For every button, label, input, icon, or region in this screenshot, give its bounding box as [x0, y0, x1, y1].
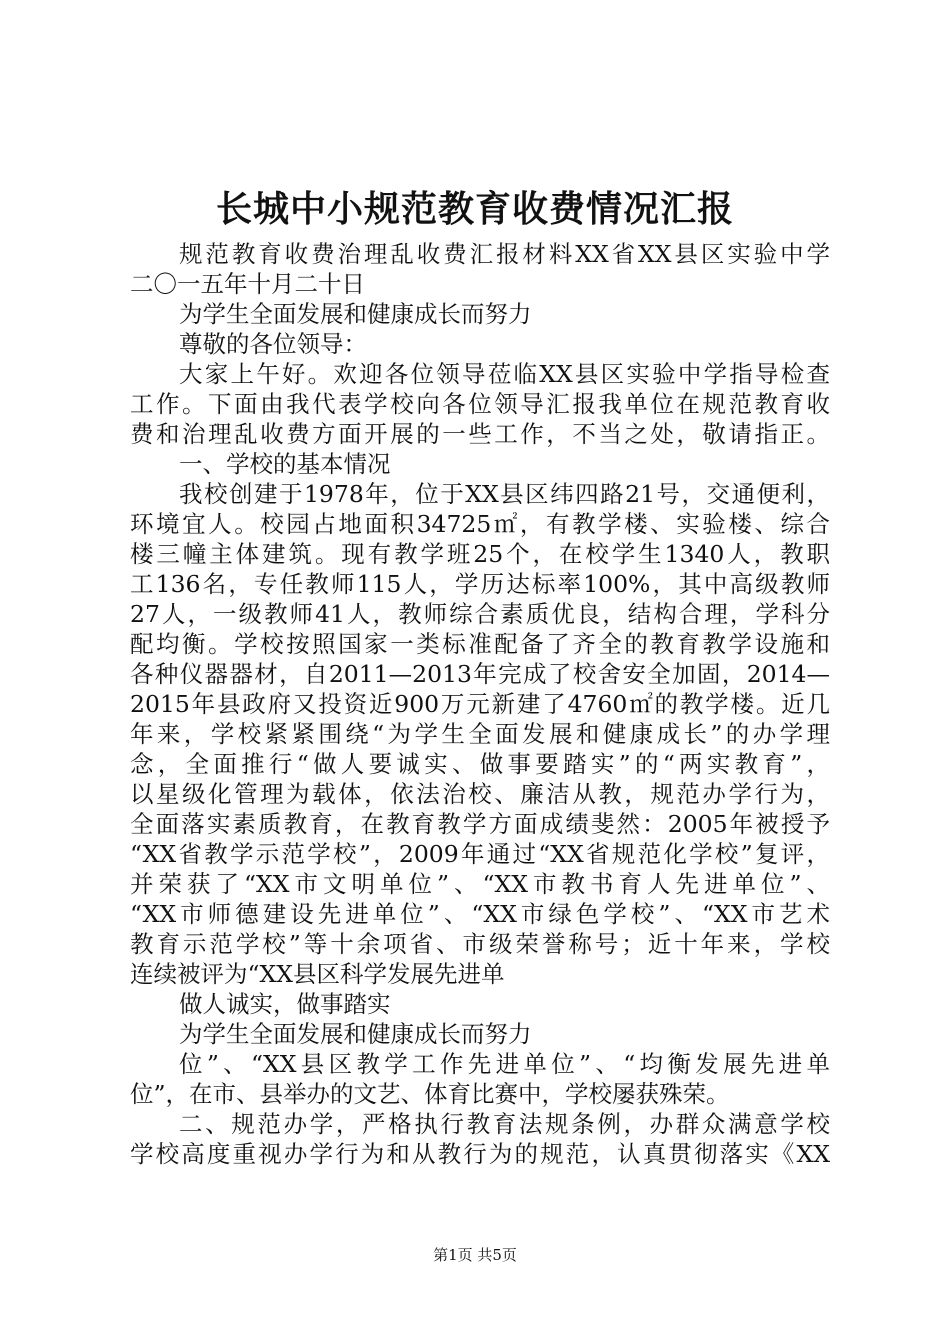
- body-line: 工作。下面由我代表学校向各位领导汇报我单位在规范教育收: [130, 390, 830, 418]
- body-line: 年来，学校紧紧围绕“为学生全面发展和健康成长”的办学理: [130, 720, 830, 748]
- body-line: 我校创建于1978年，位于XX县区纬四路21号，交通便利，: [179, 480, 830, 508]
- body-line: 并荣获了“XX市文明单位”、“XX市教书育人先进单位”、: [130, 870, 830, 898]
- body-line: 环境宜人。校园占地面积34725㎡，有教学楼、实验楼、综合: [130, 510, 830, 538]
- body-line: 尊敬的各位领导：: [179, 330, 367, 358]
- body-line: 以星级化管理为载体，依法治校、廉洁从教，规范办学行为，: [130, 780, 830, 808]
- body-line: 教育示范学校”等十余项省、市级荣誉称号；近十年来，学校: [130, 930, 830, 958]
- body-line: 费和治理乱收费方面开展的一些工作，不当之处，敬请指正。: [130, 420, 830, 448]
- body-line: 27人，一级教师41人，教师综合素质优良，结构合理，学科分: [130, 600, 830, 628]
- page-footer: 第1页 共5页: [433, 1246, 517, 1264]
- body-line: 学校高度重视办学行为和从教行为的规范，认真贯彻落实《XX: [130, 1140, 830, 1168]
- body-line: 位”，在市、县举办的文艺、体育比赛中，学校屡获殊荣。: [130, 1080, 730, 1108]
- document-title: 长城中小规范教育收费情况汇报: [215, 188, 734, 230]
- body-line: “XX省教学示范学校”，2009年通过“XX省规范化学校”复评，: [130, 840, 830, 868]
- body-line: 为学生全面发展和健康成长而努力: [179, 1020, 532, 1048]
- body-line: 位”、“XX县区教学工作先进单位”、“均衡发展先进单: [179, 1050, 830, 1078]
- body-line: 大家上午好。欢迎各位领导莅临XX县区实验中学指导检查: [179, 360, 830, 388]
- body-line: 2015年县政府又投资近900万元新建了4760㎡的教学楼。近几: [130, 690, 830, 718]
- body-line: 规范教育收费治理乱收费汇报材料XX省XX县区实验中学: [179, 240, 830, 268]
- body-line: “XX市师德建设先进单位”、“XX市绿色学校”、“XX市艺术: [130, 900, 830, 928]
- body-line: 一、学校的基本情况: [179, 450, 391, 478]
- body-line: 工136名，专任教师115人，学历达标率100%，其中高级教师: [130, 570, 830, 598]
- body-line: 连续被评为“XX县区科学发展先进单: [130, 960, 505, 988]
- body-line: 做人诚实，做事踏实: [179, 990, 391, 1018]
- body-line: 二、规范办学，严格执行教育法规条例，办群众满意学校: [179, 1110, 830, 1138]
- body-line: 二〇一五年十月二十日: [130, 270, 365, 298]
- body-line: 为学生全面发展和健康成长而努力: [179, 300, 532, 328]
- document-body: [130, 239, 830, 1169]
- body-line: 各种仪器器材，自2011—2013年完成了校舍安全加固，2014—: [130, 660, 830, 688]
- body-line: 念，全面推行“做人要诚实、做事要踏实”的“两实教育”，: [130, 750, 830, 778]
- body-line: 配均衡。学校按照国家一类标准配备了齐全的教育教学设施和: [130, 630, 830, 658]
- body-line: 楼三幢主体建筑。现有教学班25个，在校学生1340人，教职: [130, 540, 830, 568]
- body-line: 全面落实素质教育，在教育教学方面成绩斐然：2005年被授予: [130, 810, 830, 838]
